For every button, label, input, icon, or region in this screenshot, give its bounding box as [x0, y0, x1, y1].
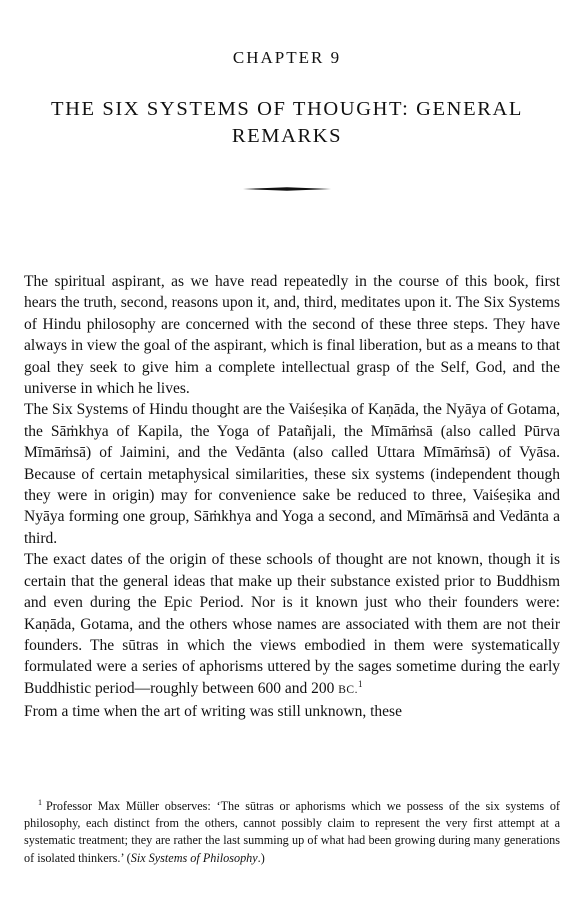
paragraph-text: The exact dates of the origin of these schools of thought are not known, though it is certain that the general ideas that make up their substance existed prior to Buddhism and even during the Epic Period. Nor is it known just who their founders were: Kaṇāda, Gotama, and the others whose names are associated with them are not their founders. The sūtras in which the views embodied in them were systematically formulated were a series of aphorisms uttered by the sages sometime during the early Buddhistic period—roughly between 600 and 200 — [24, 551, 560, 697]
paragraph — [24, 549, 560, 701]
footnote-closing: .) — [257, 850, 265, 865]
chapter-label: CHAPTER 9 — [232, 48, 342, 67]
footnote-reference: 1 — [357, 678, 363, 689]
era-abbreviation: BC. — [338, 683, 358, 696]
footnote — [24, 798, 560, 867]
body-text — [24, 271, 560, 723]
footnote-marker: 1 — [38, 797, 42, 807]
footnote-paragraph — [24, 798, 560, 867]
ornamental-rule — [243, 186, 331, 192]
paragraph: From a time when the art of writing was still unknown, these — [24, 703, 402, 721]
chapter-title: THE SIX SYSTEMS OF THOUGHT: GENERAL REMARKS — [50, 98, 523, 147]
footnote-text: Professor Max Müller observes: ‘The sūtras or aphorisms which we possess of the six systems of philosophy, each distinct from the others, cannot possibly claim to represent the very first attempt at a systematic treatment; they are rather the last summing up of what had been growing during many generations of isolated thinkers.’ ( — [24, 799, 560, 865]
footnote-citation: Six Systems of Philosophy — [130, 850, 258, 865]
paragraph: The Six Systems of Hindu thought are the Vaiśeṣika of Kaṇāda, the Nyāya of Gotama, the Sāṁkhya of Kapila, the Yoga of Patañjali, the Mīmāṁsā (also called Pūrva Mīmāṁsā) of Jaimini, and the Vedānta (also called Uttara Mīmāṁsā) of Vyāsa. Because of certain metaphysical similarities, these six systems (independent though they were in origin) may for convenience sake be reduced to three, Vaiśeṣika and Nyāya forming one group, Sāṁkhya and Yoga a second, and Mīmāṁsā and Vedānta a third. — [24, 401, 560, 547]
paragraph: The spiritual aspirant, as we have read repeatedly in the course of this book, first hears the truth, second, reasons upon it, and, third, meditates upon it. The Six Systems of Hindu philosophy are concerned with the second of these three steps. They have always in view the goal of the aspirant, which is final liberation, but as a means to that goal they seek to give him a complete intellectual grasp of the Self, God, and the universe in which he lives. — [24, 273, 560, 398]
